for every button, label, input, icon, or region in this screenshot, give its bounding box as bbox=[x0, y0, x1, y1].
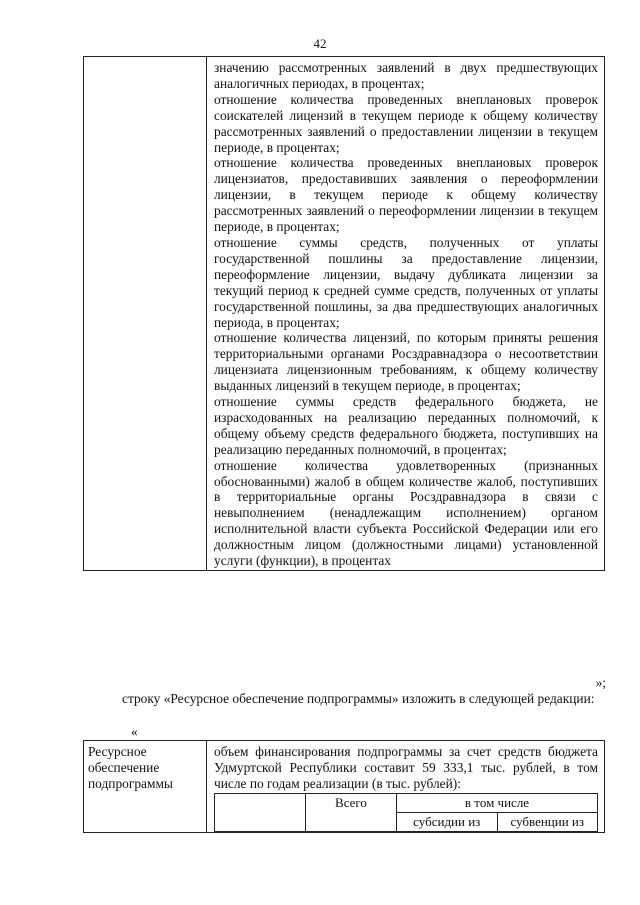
table-row bbox=[84, 741, 605, 833]
indicator-paragraph: отношение суммы средств федерального бюджета, не израсходованных на реализацию переданных полномочий, к общему объему средств федерального бюджета, поступивших на реализацию переданных полномочий, в процентах; bbox=[214, 394, 598, 457]
page-number: 42 bbox=[313, 36, 327, 51]
financing-table bbox=[214, 793, 598, 832]
financing-subsidies-header: субсидии из bbox=[397, 812, 498, 831]
indicator-paragraph: отношение количества проведенных внеплановых проверок лицензиатов, предоставивших заявления о переоформлении лицензии, в текущем периоде к общему количеству рассмотренных заявлений о переоформлении лицензии в текущем периоде, в процентах; bbox=[214, 155, 598, 235]
resource-content bbox=[207, 741, 605, 833]
indicator-paragraph: отношение количества удовлетворенных (признанных обоснованными) жалоб в общем количестве жалоб, поступивших в территориальные органы Росздравнадзора в связи с невыполнением (ненадлежащим исполнением) органом исполнительной власти субъекта Российской Федерации или его должностным лицом (должностными лицами) установленной услуги (функции), в процентах bbox=[214, 457, 598, 569]
indicator-paragraph: значению рассмотренных заявлений в двух предшествующих аналогичных периодах, в процентах; bbox=[214, 60, 598, 91]
indicators-table bbox=[83, 56, 605, 571]
resource-text: объем финансирования подпрограммы за счет средств бюджета Удмуртской Республики составит 59 333,1 тыс. рублей, в том числе по годам реализации (в тыс. рублей): bbox=[214, 744, 598, 791]
resource-label: Ресурсное обеспечение подпрограммы bbox=[84, 741, 207, 833]
opening-quote: « bbox=[131, 724, 138, 739]
resource-table bbox=[83, 740, 605, 833]
closing-quote: »; bbox=[595, 675, 606, 690]
financing-year-header bbox=[215, 793, 306, 831]
financing-total-header: Всего bbox=[306, 793, 397, 831]
table-row bbox=[84, 57, 605, 571]
indicators-cell bbox=[207, 57, 605, 571]
financing-subventions-header: субвенции из bbox=[497, 812, 598, 831]
financing-including-header: в том числе bbox=[397, 793, 598, 812]
table-row bbox=[215, 793, 598, 812]
table-cell-empty bbox=[84, 57, 207, 571]
instruction-text: строку «Ресурсное обеспечение подпрограммы» изложить в следующей редакции: bbox=[122, 691, 595, 706]
indicator-paragraph: отношение количества проведенных внеплановых проверок соискателей лицензий в текущем периоде к общему количеству рассмотренных заявлений о предоставлении лицензии в текущем периоде, в процентах; bbox=[214, 91, 598, 155]
indicator-paragraph: отношение суммы средств, полученных от уплаты государственной пошлины за предоставление лицензии, переоформление лицензии, выдачу дубликата лицензии за текущий период к средней сумме средств, полученных от уплаты государственной пошлины, за два предшествующих аналогичных периода, в процентах; bbox=[214, 234, 598, 330]
indicator-paragraph: отношение количества лицензий, по которым приняты решения территориальными органами Росздравнадзора о несоответствии лицензиата лицензионным требованиям, к общему количеству выданных лицензий в текущем периоде, в процентах; bbox=[214, 330, 598, 394]
